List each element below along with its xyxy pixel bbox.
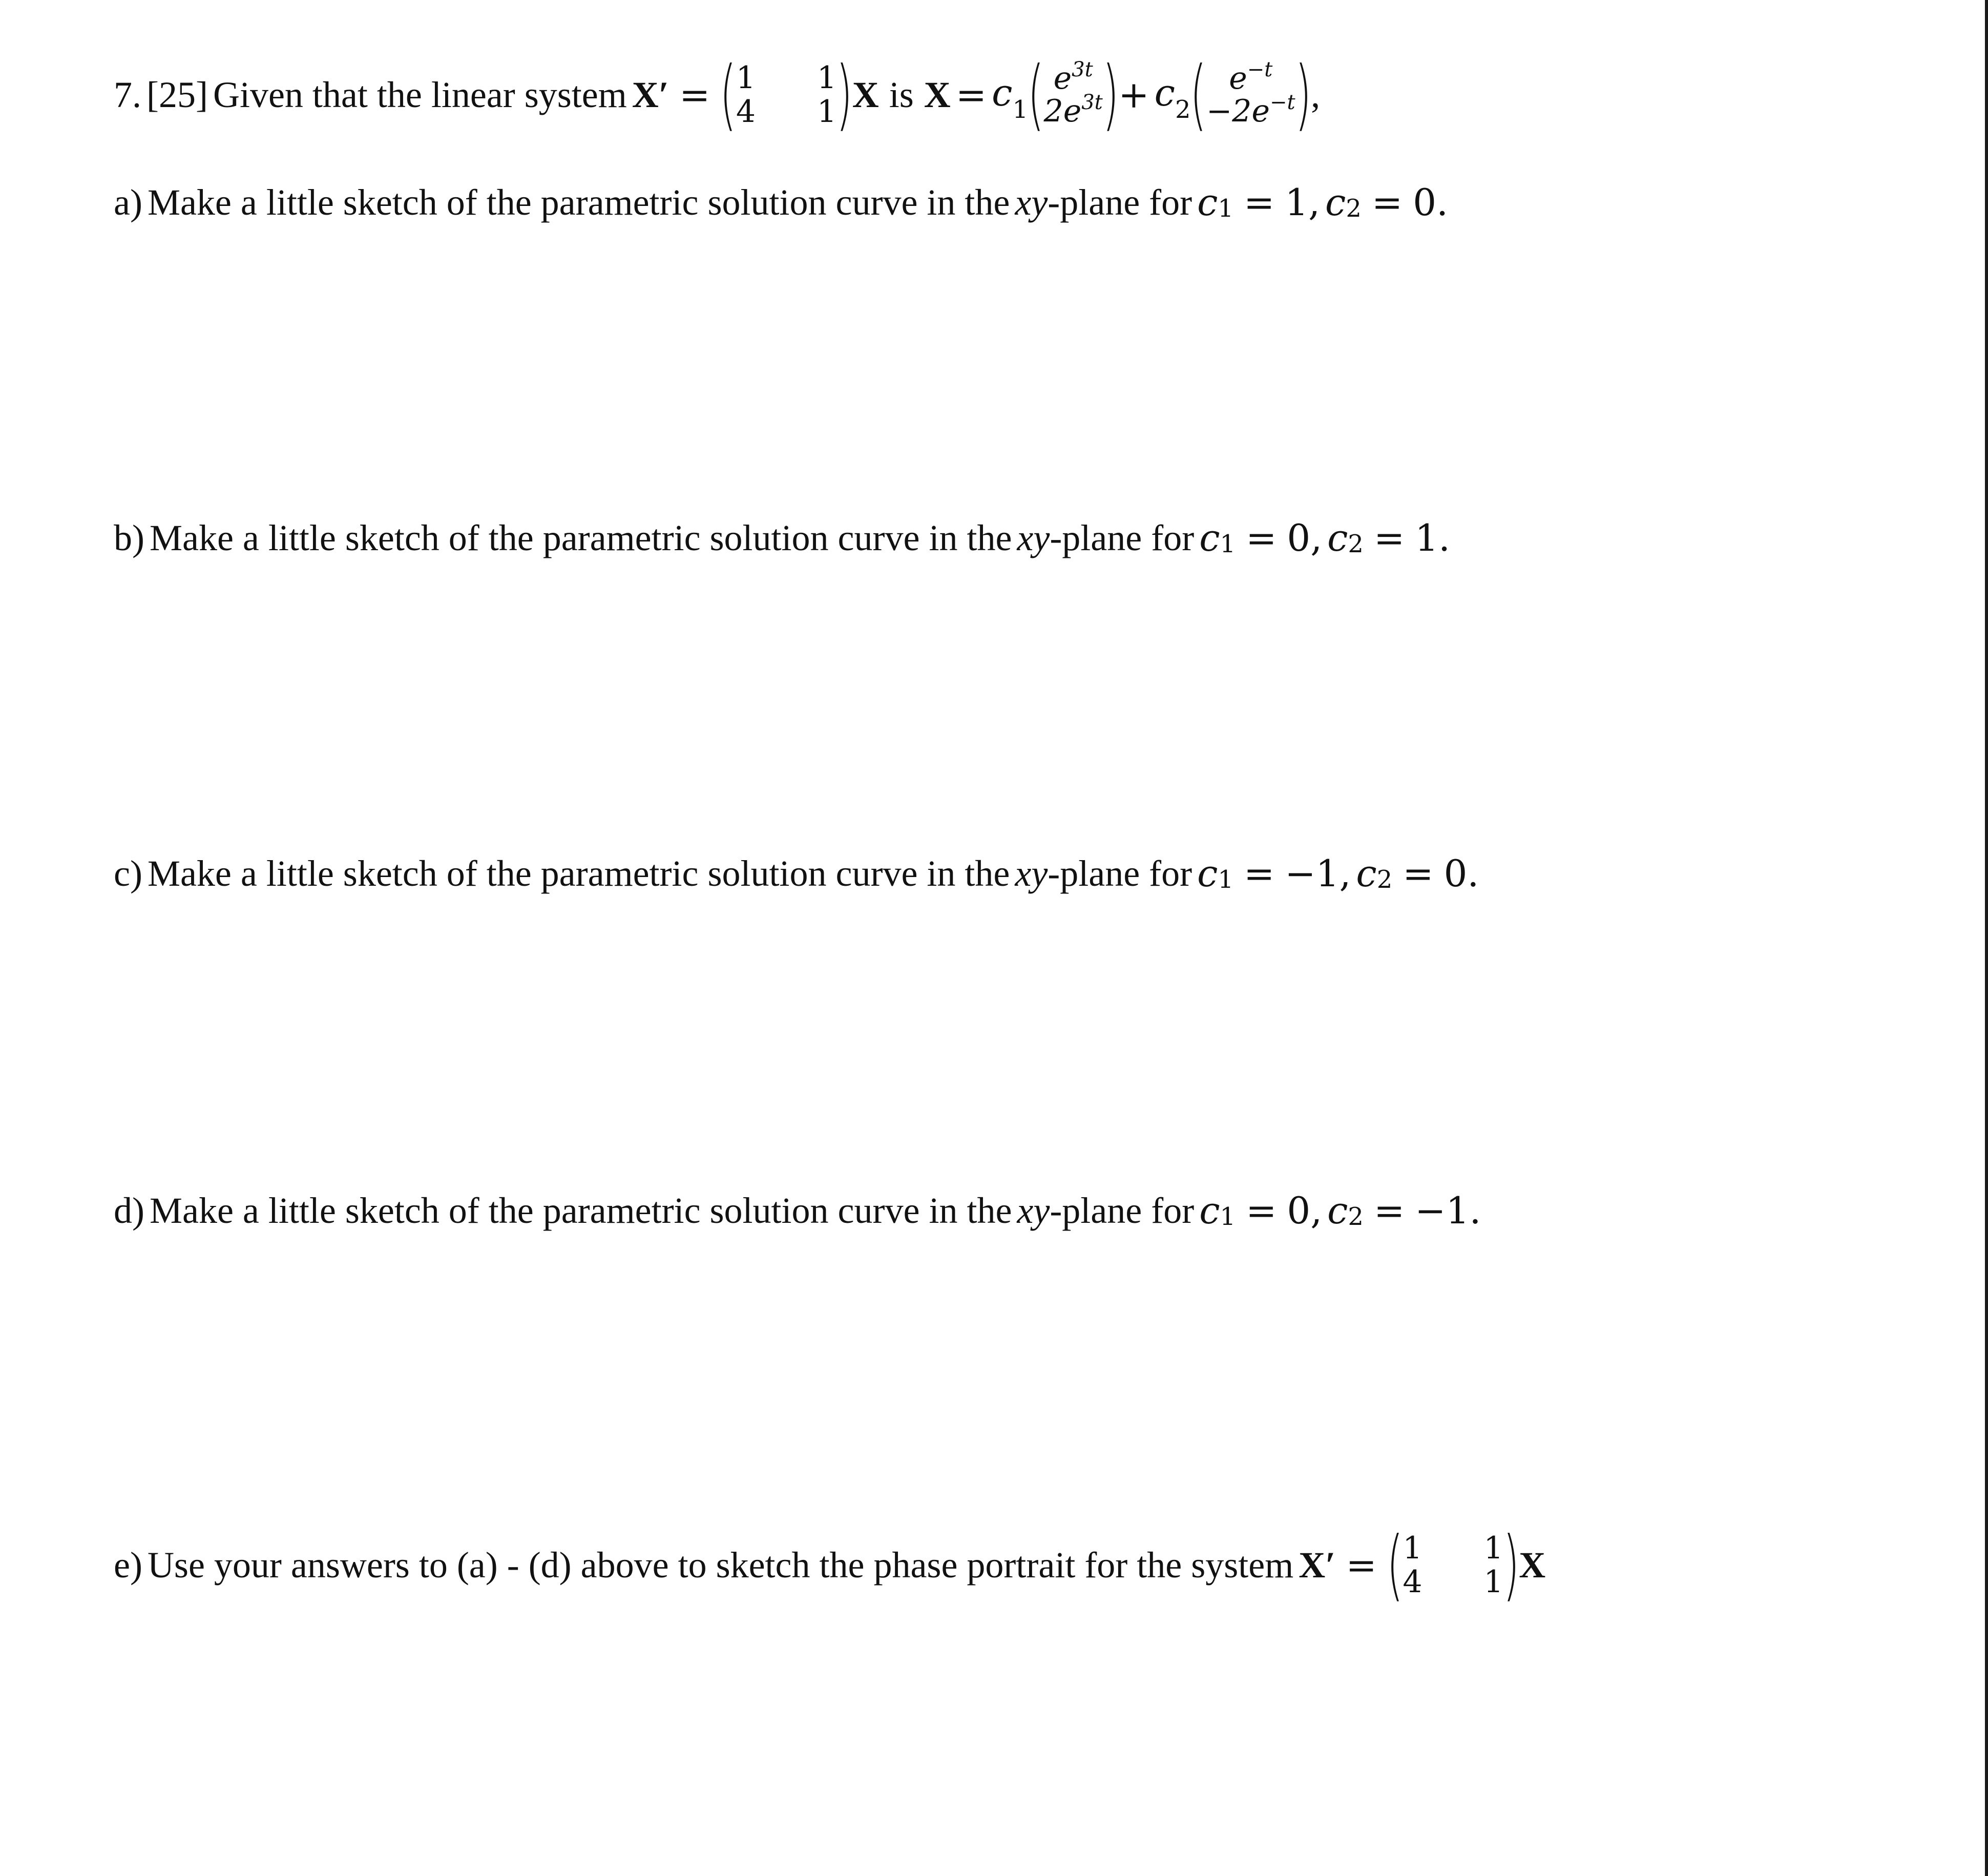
eigen-vector-1 — [1043, 58, 1103, 129]
eigen-vector-2 — [1206, 58, 1295, 129]
c1-value: 1 — [1285, 181, 1309, 224]
vector-entry: $e^{-t}$ — [1229, 58, 1273, 96]
matrix-right-paren: ) — [836, 50, 853, 139]
part-c — [114, 850, 1479, 897]
part-text-after: -plane for — [1048, 182, 1192, 223]
vector1-left-paren: ( — [1028, 50, 1044, 139]
coefficient-matrix — [736, 60, 837, 130]
part-text: Make a little sketch of the parametric solution curve in the — [149, 517, 1012, 558]
part-label: a) — [114, 182, 142, 223]
equals-sign: = — [1373, 516, 1405, 559]
vector1-right-paren: ) — [1102, 50, 1119, 139]
part-label: e) — [114, 1545, 142, 1586]
system-variable: X′ — [1299, 1545, 1336, 1586]
part-b — [114, 515, 1450, 561]
equals-sign: = — [1371, 181, 1403, 224]
part-text: Use your answers to (a) - (d) above to sketch the phase portrait for the system — [147, 1545, 1294, 1586]
period: . — [1438, 516, 1450, 559]
comma: , — [1339, 852, 1351, 895]
vector2-left-paren: ( — [1190, 50, 1207, 139]
matrix-cell: 1 — [1483, 1530, 1503, 1566]
equals-sign: = — [1246, 516, 1277, 559]
part-label: b) — [114, 517, 144, 558]
c1-symbol: c 1 — [1199, 1189, 1236, 1232]
coefficient-matrix — [1403, 1530, 1503, 1600]
period: . — [1436, 181, 1448, 224]
matrix-cell: 1 — [1403, 1530, 1422, 1566]
solution-variable: X — [924, 74, 951, 115]
c1-symbol: c 1 — [1197, 852, 1234, 895]
matrix-cell: 1 — [736, 60, 756, 96]
part-text: Make a little sketch of the parametric solution curve in the — [149, 1190, 1012, 1231]
c2-symbol: c 2 — [1327, 1189, 1364, 1232]
matrix-left-paren: ( — [1386, 1520, 1404, 1610]
vector-entry: $-2e^{-t}$ — [1206, 91, 1295, 129]
problem-intro: Given that the linear system — [213, 74, 627, 115]
c1-value: 0 — [1287, 1189, 1311, 1232]
c2-value: 0 — [1413, 181, 1437, 224]
comma: , — [1310, 516, 1323, 559]
c2-value: 1 — [1415, 516, 1439, 559]
c2-symbol: c 2 — [1356, 852, 1393, 895]
period: . — [1467, 852, 1479, 895]
period: . — [1469, 1189, 1481, 1232]
page-edge-border — [1985, 0, 1988, 1876]
part-text: Make a little sketch of the parametric solution curve in the — [147, 182, 1010, 223]
equals-sign: = — [1244, 852, 1275, 895]
equals-sign: = — [1373, 1189, 1405, 1232]
vector-entry: $e^{3t}$ — [1053, 58, 1093, 96]
matrix-cell: 4 — [736, 94, 756, 130]
part-text-after: -plane for — [1050, 1190, 1195, 1231]
part-text-after: -plane for — [1050, 517, 1195, 558]
system-variable: X′ — [632, 74, 669, 115]
c1-value: −1 — [1285, 852, 1340, 895]
constant-c2: $c_2$ — [1154, 71, 1191, 124]
is-word: is — [889, 74, 914, 115]
matrix-variable: X — [1519, 1545, 1546, 1586]
part-label: c) — [114, 853, 142, 894]
plane-var: xy — [1015, 182, 1048, 223]
equals-sign: = — [1246, 1189, 1277, 1232]
c1-symbol: c 1 — [1197, 181, 1234, 224]
c1-symbol: c 1 — [1199, 516, 1236, 559]
c1-value: 0 — [1287, 516, 1311, 559]
c2-value: 0 — [1443, 852, 1468, 895]
plane-var: xy — [1015, 853, 1048, 894]
problem-statement — [114, 50, 1321, 139]
matrix-cell: 1 — [817, 60, 837, 96]
matrix-right-paren: ) — [1502, 1520, 1520, 1610]
c2-value: −1 — [1415, 1189, 1470, 1232]
vector2-right-paren: ) — [1294, 50, 1311, 139]
c2-symbol: c 2 — [1325, 181, 1362, 224]
part-d — [114, 1187, 1481, 1234]
matrix-cell: 1 — [1483, 1564, 1503, 1600]
comma: , — [1310, 1189, 1323, 1232]
part-label: d) — [114, 1190, 144, 1231]
equals-sign: = — [1403, 852, 1434, 895]
matrix-variable: X — [852, 74, 879, 115]
equals-sign: = — [1244, 181, 1275, 224]
part-text-after: -plane for — [1048, 853, 1192, 894]
c2-symbol: c 2 — [1327, 516, 1364, 559]
vector-entry: $2e^{3t}$ — [1043, 91, 1103, 129]
plane-var: xy — [1017, 517, 1050, 558]
constant-c1: $c_1$ — [992, 71, 1028, 124]
equals-sign: = — [955, 73, 987, 116]
matrix-cell: 4 — [1403, 1564, 1422, 1600]
equals-sign: = — [679, 73, 710, 116]
plane-var: xy — [1017, 1190, 1050, 1231]
part-a — [114, 179, 1448, 225]
comma: , — [1308, 181, 1321, 224]
part-e — [114, 1520, 1546, 1610]
equals-sign: = — [1346, 1544, 1377, 1587]
matrix-cell: 1 — [817, 94, 837, 130]
trailing-comma: , — [1311, 74, 1321, 115]
problem-points: [25] — [147, 74, 208, 115]
part-text: Make a little sketch of the parametric solution curve in the — [147, 853, 1010, 894]
plus-sign: + — [1118, 73, 1149, 116]
problem-number: 7. — [114, 74, 141, 115]
matrix-left-paren: ( — [720, 50, 737, 139]
